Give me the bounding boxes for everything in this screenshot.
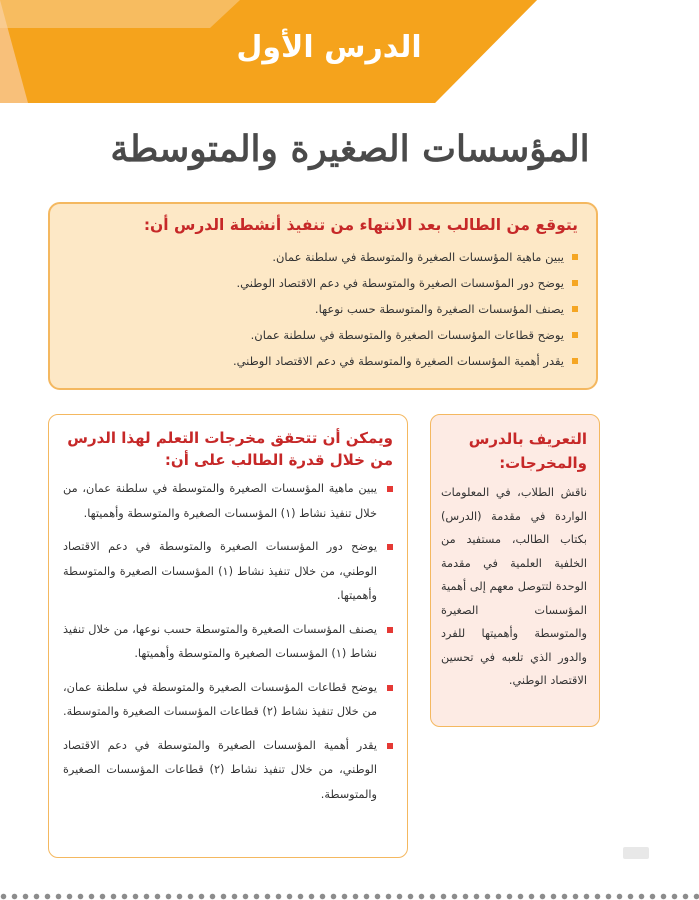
- dotted-footer-border: [0, 893, 699, 900]
- objective-item: يوضح قطاعات المؤسسات الصغيرة والمتوسطة في سلطنة عمان.: [66, 322, 578, 348]
- objectives-list: [66, 244, 578, 374]
- objective-item: يبين ماهية المؤسسات الصغيرة والمتوسطة في سلطنة عمان.: [66, 244, 578, 270]
- watermark: [623, 847, 649, 859]
- page-title: المؤسسات الصغيرة والمتوسطة: [110, 128, 590, 170]
- outcomes-list: [63, 477, 393, 807]
- objective-item: يصنف المؤسسات الصغيرة والمتوسطة حسب نوعها.: [66, 296, 578, 322]
- objective-item: يوضح دور المؤسسات الصغيرة والمتوسطة في دعم الاقتصاد الوطني.: [66, 270, 578, 296]
- intro-heading: التعريف بالدرس والمخرجات:: [468, 430, 587, 472]
- outcome-item: يبين ماهية المؤسسات الصغيرة والمتوسطة في سلطنة عمان، من خلال تنفيذ نشاط (١) المؤسسات الصغيرة والمتوسطة وأهميتها.: [63, 477, 393, 526]
- outcomes-box: [48, 414, 408, 858]
- intro-box: [430, 414, 600, 727]
- objective-item: يقدر أهمية المؤسسات الصغيرة والمتوسطة في دعم الاقتصاد الوطني.: [66, 348, 578, 374]
- lesson-label: الدرس الأول: [236, 30, 422, 65]
- intro-text: ناقش الطلاب، في المعلومات الواردة في مقدمة (الدرس) بكتاب الطالب، مستفيد من الخلفية العلمية في مقدمة الوحدة لتتوصل معهم إلى أهمية المؤسسات الصغيرة والمتوسطة وأهميتها للفرد والدور الذي تلعبه في تحسين الاقتصاد الوطني.: [441, 486, 587, 687]
- outcome-item: يوضح دور المؤسسات الصغيرة والمتوسطة في دعم الاقتصاد الوطني، من خلال تنفيذ نشاط (١) المؤسسات الصغيرة والمتوسطة وأهميتها.: [63, 535, 393, 609]
- lesson-banner: [0, 0, 699, 103]
- outcome-item: يوضح قطاعات المؤسسات الصغيرة والمتوسطة في سلطنة عمان، من خلال تنفيذ نشاط (٢) قطاعات المؤسسات الصغيرة والمتوسطة.: [63, 676, 393, 725]
- objectives-heading: يتوقع من الطالب بعد الانتهاء من تنفيذ أنشطة الدرس أن:: [143, 216, 578, 234]
- outcomes-heading: ويمكن أن تتحقق مخرجات التعلم لهذا الدرس من خلال قدرة الطالب على أن:: [67, 429, 393, 469]
- outcome-item: يقدر أهمية المؤسسات الصغيرة والمتوسطة في دعم الاقتصاد الوطني، من خلال تنفيذ نشاط (٢) قطاعات المؤسسات الصغيرة والمتوسطة.: [63, 734, 393, 808]
- outcome-item: يصنف المؤسسات الصغيرة والمتوسطة حسب نوعها، من خلال تنفيذ نشاط (١) المؤسسات الصغيرة والمتوسطة وأهميتها.: [63, 618, 393, 667]
- objectives-box: [48, 202, 598, 390]
